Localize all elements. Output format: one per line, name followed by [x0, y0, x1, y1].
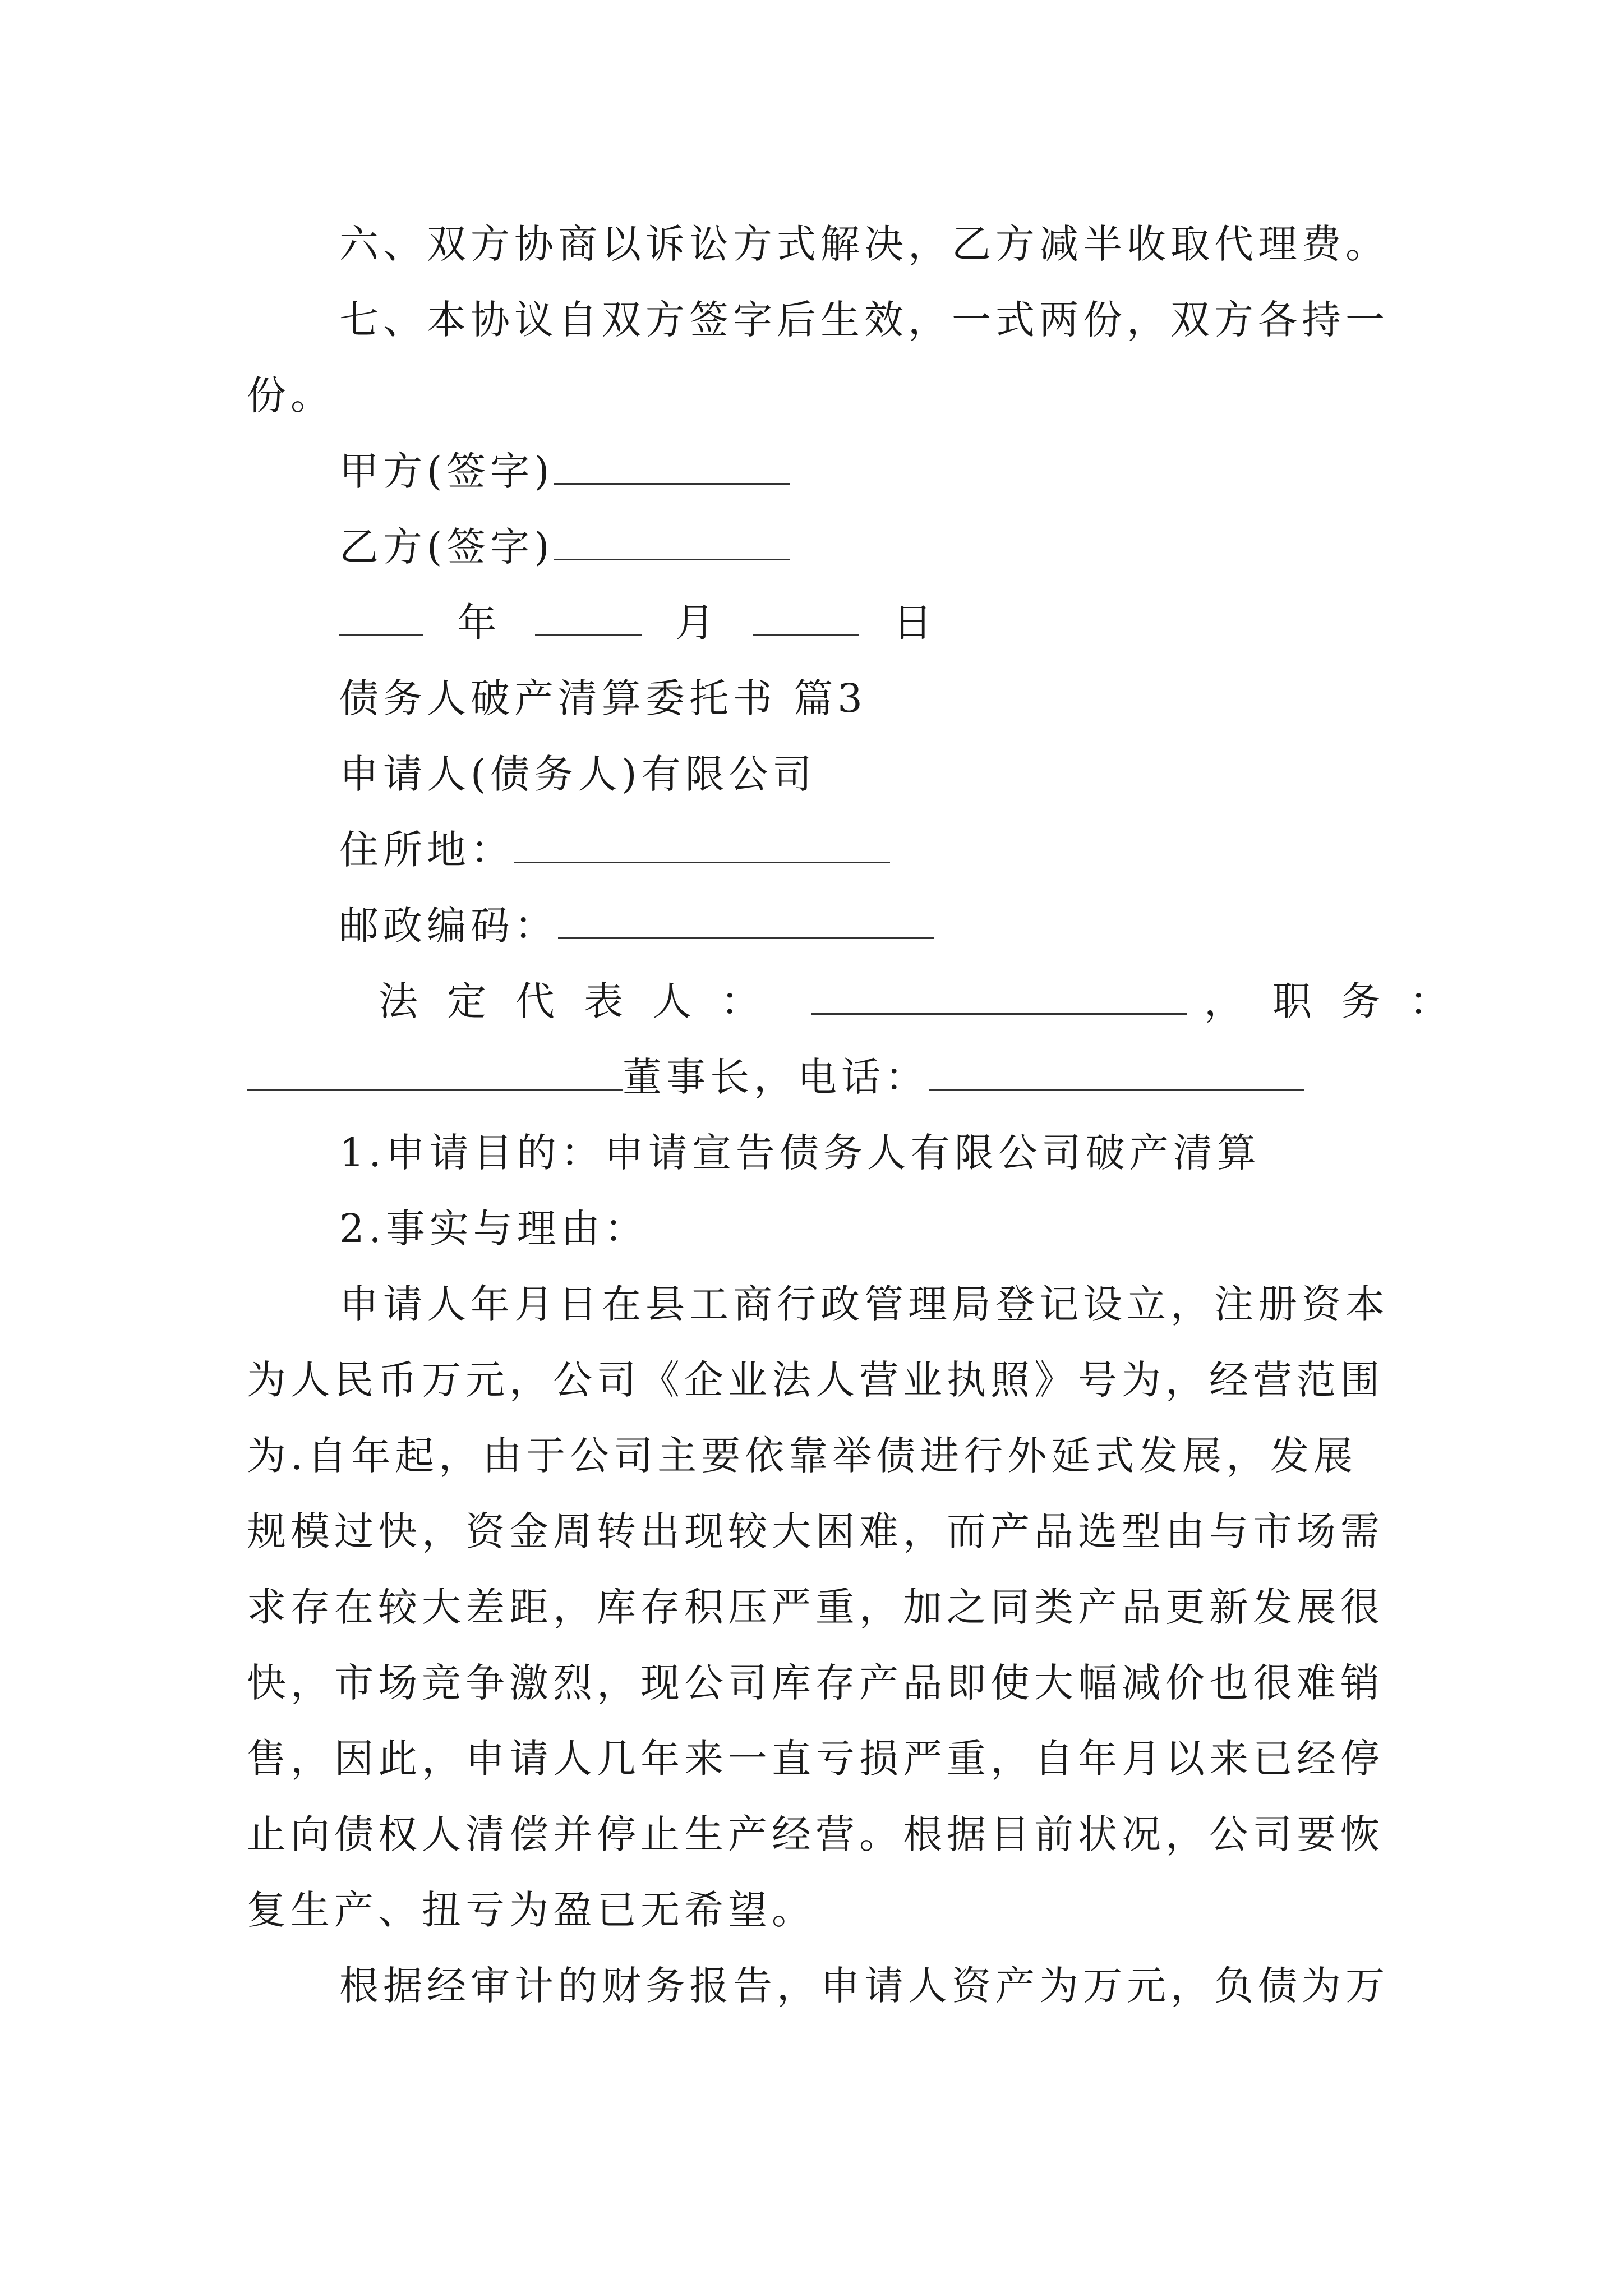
para1-line6: 快，市场竞争激烈，现公司库存产品即使大幅减价也很难销	[247, 1660, 1384, 1706]
section-title: 债务人破产清算委托书 篇3	[339, 675, 867, 721]
day-label: 日	[893, 600, 937, 646]
party-a-signature	[339, 446, 790, 496]
month-blank	[535, 597, 642, 636]
legal-rep-label: 法定代表人：	[379, 978, 789, 1024]
para1-line9: 复生产、扭亏为盈已无希望。	[247, 1887, 815, 1933]
year-blank	[339, 597, 423, 636]
chairman-phone-line	[247, 1052, 1304, 1102]
para1-line3: 为.自年起，由于公司主要依靠举债进行外延式发展，发展	[247, 1433, 1358, 1479]
para1-line8: 止向债权人清偿并停止生产经营。根据目前状况，公司要恢	[247, 1811, 1384, 1857]
item-2: 2.事实与理由：	[339, 1205, 648, 1251]
position-label: ，职务：	[1204, 978, 1478, 1024]
clause-7-line1: 七、本协议自双方签字后生效，一式两份，双方各持一	[339, 297, 1389, 343]
para1-line2: 为人民币万元，公司《企业法人营业执照》号为，经营范围	[247, 1357, 1384, 1403]
legal-rep-blank	[811, 976, 1187, 1015]
legal-rep-line	[379, 976, 1478, 1027]
clause-6: 六、双方协商以诉讼方式解决，乙方减半收取代理费。	[339, 221, 1389, 267]
address-line	[339, 825, 890, 875]
item-1: 1.申请目的：申请宣告债务人有限公司破产清算	[339, 1130, 1261, 1176]
applicant: 申请人(债务人)有限公司	[339, 751, 817, 797]
party-a-blank	[554, 446, 790, 485]
postcode-blank	[558, 900, 934, 939]
party-b-signature	[339, 522, 790, 572]
party-a-label: 甲方(签字)	[339, 448, 554, 494]
day-blank	[753, 597, 859, 636]
postcode-line	[339, 900, 934, 951]
position-blank	[247, 1052, 623, 1091]
party-b-label: 乙方(签字)	[339, 524, 554, 570]
month-label: 月	[675, 600, 719, 646]
para1-line7: 售，因此，申请人几年来一直亏损严重，自年月以来已经停	[247, 1736, 1384, 1782]
address-label: 住所地：	[339, 827, 514, 873]
party-b-blank	[554, 522, 790, 560]
address-blank	[514, 825, 890, 863]
para1-line4: 规模过快，资金周转出现较大困难，而产品选型由与市场需	[247, 1508, 1384, 1554]
chairman-phone-label: 董事长，电话：	[623, 1054, 929, 1100]
clause-7-line2: 份。	[247, 372, 334, 418]
para2-line1: 根据经审计的财务报告，申请人资产为万元，负债为万	[339, 1963, 1389, 2009]
phone-blank	[929, 1052, 1304, 1091]
para1-line1: 申请人年月日在县工商行政管理局登记设立，注册资本	[339, 1281, 1389, 1327]
year-label: 年	[457, 600, 501, 646]
postcode-label: 邮政编码：	[339, 903, 558, 949]
date-line	[339, 597, 953, 648]
para1-line5: 求存在较大差距，库存积压严重，加之同类产品更新发展很	[247, 1584, 1384, 1630]
